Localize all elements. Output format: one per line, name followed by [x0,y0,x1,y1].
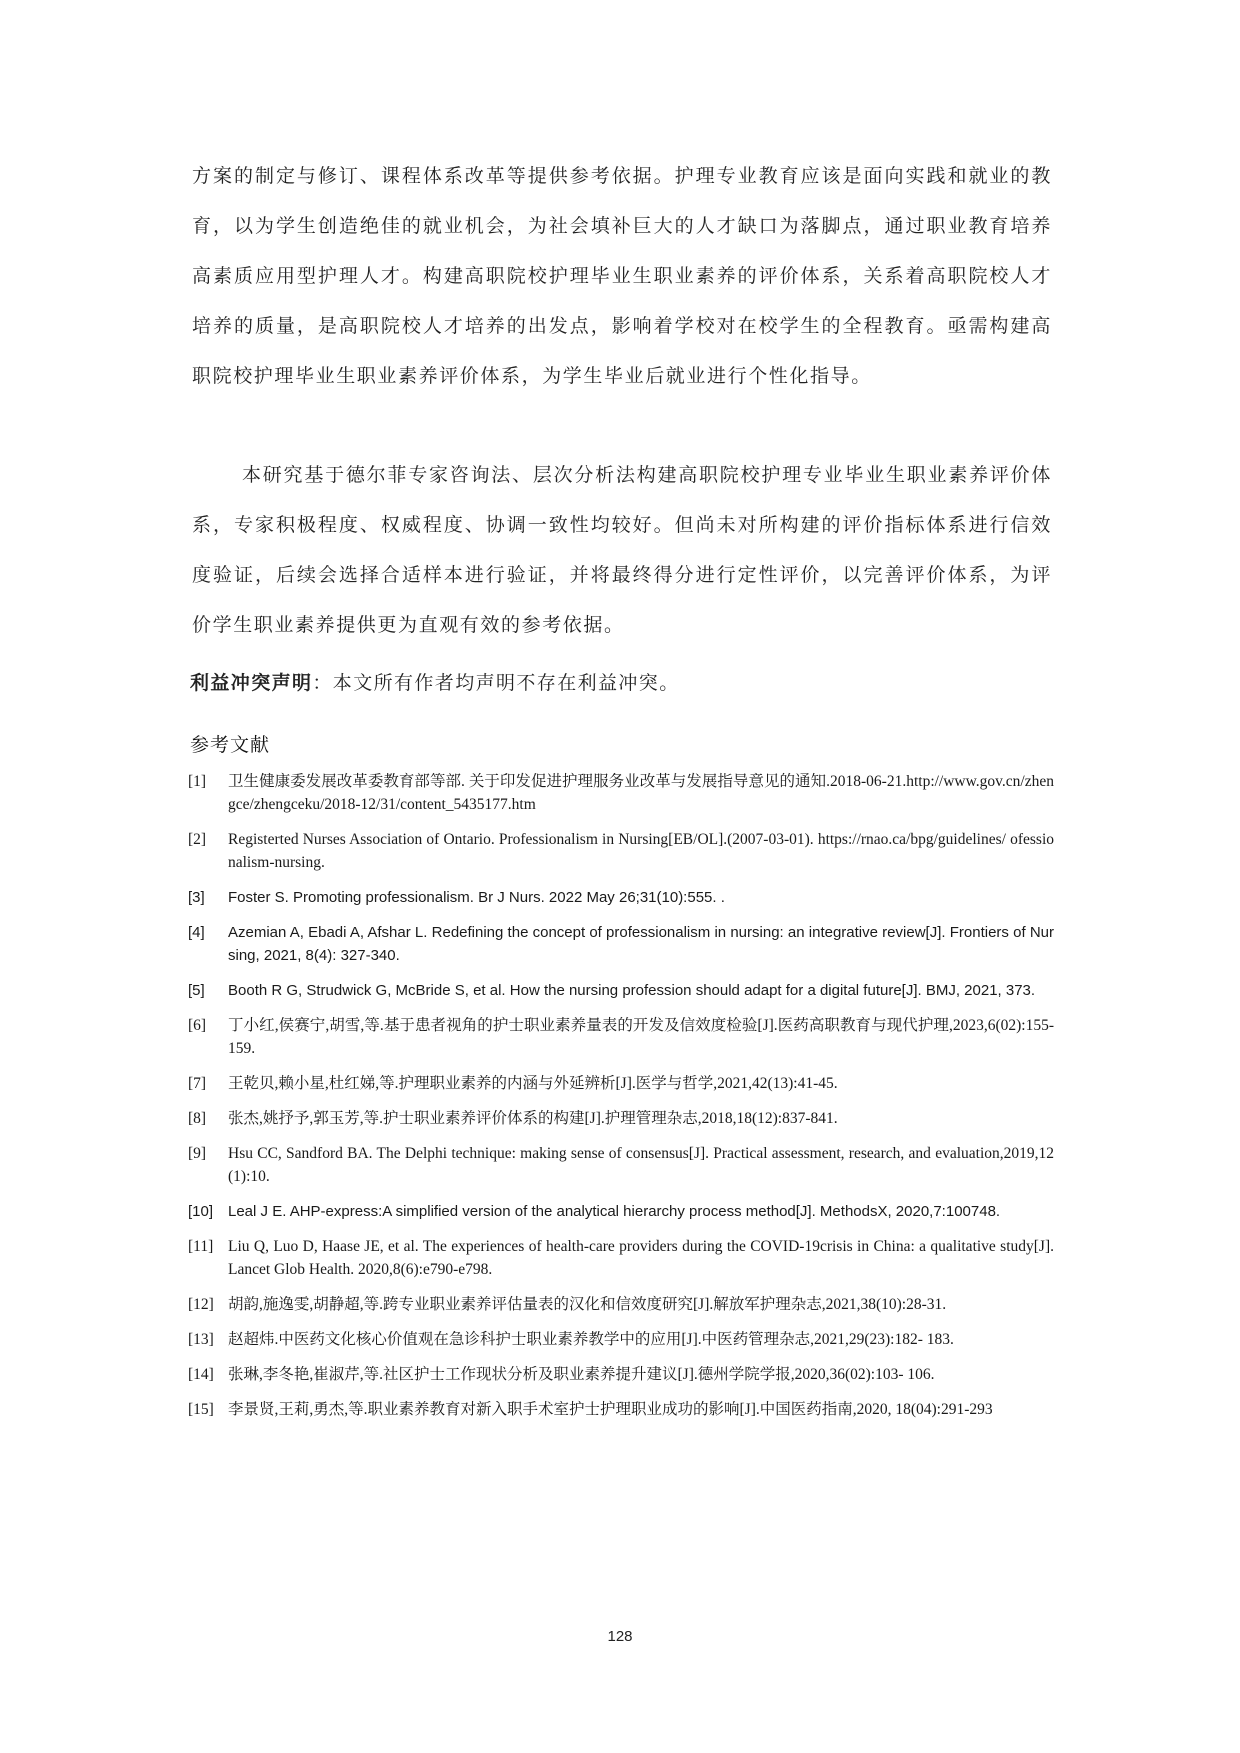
reference-item [188,886,1054,909]
conflict-of-interest-text: ：本文所有作者均声明不存在利益冲突。 [312,672,680,694]
reference-number: [12] [188,1296,214,1313]
reference-item [188,1142,1054,1188]
reference-number: [3] [188,889,205,906]
reference-number: [14] [188,1366,214,1383]
reference-number: [6] [188,1017,207,1034]
reference-number: [1] [188,773,207,790]
reference-item [188,979,1054,1002]
reference-number: [13] [188,1331,214,1348]
reference-item [188,1363,1054,1386]
reference-text: Leal J E. AHP-express:A simplified version of the analytical hierarchy process method[J]. MethodsX, 2020,7:100748. [228,1203,1001,1220]
reference-number: [9] [188,1145,207,1162]
reference-list [188,770,1054,1433]
reference-item [188,1107,1054,1130]
conflict-of-interest-label: 利益冲突声明 [190,672,313,694]
reference-text: 张琳,李冬艳,崔淑芹,等.社区护士工作现状分析及职业素养提升建议[J].德州学院学报,2020,36(02):103- 106. [228,1366,935,1383]
reference-number: [7] [188,1075,207,1092]
reference-item [188,1200,1054,1223]
reference-number: [4] [188,924,205,941]
reference-item [188,1014,1054,1060]
reference-item [188,1235,1054,1281]
reference-item [188,1293,1054,1316]
reference-text: 李景贤,王莉,勇杰,等.职业素养教育对新入职手术室护士护理职业成功的影响[J].中国医药指南,2020, 18(04):291-293 [228,1401,993,1418]
body-paragraph-2: 本研究基于德尔菲专家咨询法、层次分析法构建高职院校护理专业毕业生职业素养评价体系，专家积极程度、权威程度、协调一致性均较好。但尚未对所构建的评价指标体系进行信效度验证，后续会选择合适样本进行验证，并将最终得分进行定性评价，以完善评价体系，为评价学生职业素养提供更为直观有效的参考依据。 [192,464,1052,636]
conflict-of-interest-statement [190,668,680,695]
reference-number: [5] [188,982,205,999]
reference-text: 卫生健康委发展改革委教育部等部. 关于印发促进护理服务业改革与发展指导意见的通知.2018-06-21.http://www.gov.cn/zhengce/zhengceku/2018-12/31/content_5435177.htm [228,773,1054,813]
reference-text: 胡韵,施逸雯,胡静超,等.跨专业职业素养评估量表的汉化和信效度研究[J].解放军护理杂志,2021,38(10):28-31. [228,1296,947,1313]
reference-item [188,828,1054,874]
reference-item [188,921,1054,967]
reference-number: [15] [188,1401,214,1418]
reference-text: 张杰,姚抒予,郭玉芳,等.护士职业素养评价体系的构建[J].护理管理杂志,2018,18(12):837-841. [228,1110,838,1127]
reference-text: Hsu CC, Sandford BA. The Delphi technique: making sense of consensus[J]. Practical assessment, research, and evaluation,2019,12(1):10. [228,1145,1054,1185]
reference-text: 赵超炜.中医药文化核心价值观在急诊科护士职业素养教学中的应用[J].中医药管理杂志,2021,29(23):182- 183. [228,1331,954,1348]
reference-text: Azemian A, Ebadi A, Afshar L. Redefining the concept of professionalism in nursing: an integrative review[J]. Frontiers of Nursing, 2021, 8(4): 327-340. [228,924,1054,964]
page-number: 128 [607,1628,633,1645]
reference-item [188,1398,1054,1421]
reference-item [188,1328,1054,1351]
reference-number: [2] [188,831,207,848]
reference-number: [11] [188,1238,214,1255]
reference-text: 王乾贝,赖小星,杜红娣,等.护理职业素养的内涵与外延辨析[J].医学与哲学,2021,42(13):41-45. [228,1075,838,1092]
reference-item [188,1072,1054,1095]
reference-number: [8] [188,1110,207,1127]
reference-item [188,770,1054,816]
reference-text: Foster S. Promoting professionalism. Br J Nurs. 2022 May 26;31(10):555. . [228,889,725,906]
reference-text: 丁小红,侯赛宁,胡雪,等.基于患者视角的护士职业素养量表的开发及信效度检验[J].医药高职教育与现代护理,2023,6(02):155-159. [228,1017,1054,1057]
references-heading: 参考文献 [190,734,271,756]
reference-text: Registerted Nurses Association of Ontario. Professionalism in Nursing[EB/OL].(2007-03-01). https://rnao.ca/bpg/guidelines/ ofessionalism-nursing. [228,831,1054,871]
reference-number: [10] [188,1203,214,1220]
body-paragraph-1: 方案的制定与修订、课程体系改革等提供参考依据。护理专业教育应该是面向实践和就业的教育，以为学生创造绝佳的就业机会，为社会填补巨大的人才缺口为落脚点，通过职业教育培养高素质应用型护理人才。构建高职院校护理毕业生职业素养的评价体系，关系着高职院校人才培养的质量，是高职院校人才培养的出发点，影响着学校对在校学生的全程教育。亟需构建高职院校护理毕业生职业素养评价体系，为学生毕业后就业进行个性化指导。 [192,165,1052,387]
reference-text: Liu Q, Luo D, Haase JE, et al. The experiences of health-care providers during the COVID-19crisis in China: a qualitative study[J]. Lancet Glob Health. 2020,8(6):e790-e798. [228,1238,1054,1278]
reference-text: Booth R G, Strudwick G, McBride S, et al. How the nursing profession should adapt for a digital future[J]. BMJ, 2021, 373. [228,982,1036,999]
